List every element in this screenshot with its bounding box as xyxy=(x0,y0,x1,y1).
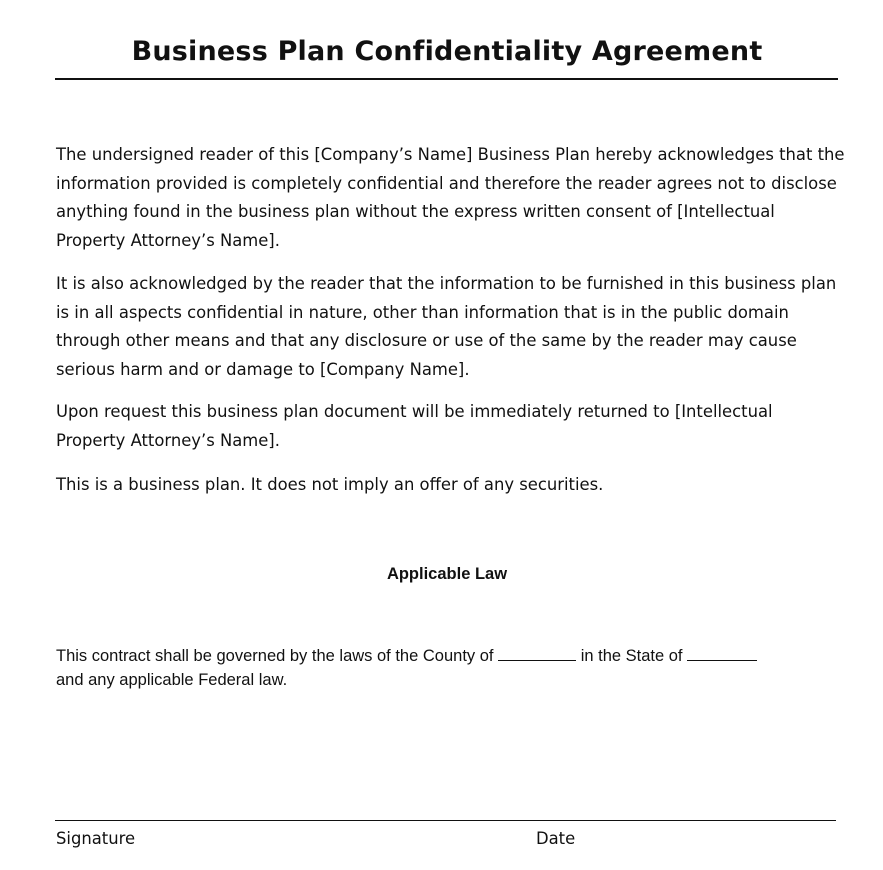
paragraph-return-request: Upon request this business plan document will be immediately returned to [Intellectual Property Attorney’s Name]. xyxy=(56,402,773,450)
paragraph-acknowledgement: It is also acknowledged by the reader that the information to be furnished in this business plan is in all aspects confidential in nature, other than information that is in the public domain through other means and that any disclosure or use of the same by the reader may cause serious harm and or damage to [Company Name]. xyxy=(56,274,837,379)
state-blank-field[interactable] xyxy=(687,646,757,661)
law-text-federal: and any applicable Federal law. xyxy=(56,671,288,689)
applicable-law-clause xyxy=(56,644,836,692)
applicable-law-heading: Applicable Law xyxy=(386,565,508,583)
document-title: Business Plan Confidentiality Agreement xyxy=(131,36,763,67)
signature-line xyxy=(55,820,836,821)
paragraph-confidentiality: The undersigned reader of this [Company’s Name] Business Plan hereby acknowledges that the information provided is completely confidential and therefore the reader agrees not to disclose anything found in the business plan without the express written consent of [Intellectual Property Attorney’s Name]. xyxy=(56,145,845,250)
title-divider xyxy=(55,78,838,80)
law-text-state: in the State of xyxy=(580,647,683,665)
date-label: Date xyxy=(536,829,576,848)
signature-label: Signature xyxy=(56,829,136,848)
law-text-county: This contract shall be governed by the laws of the County of xyxy=(56,647,494,665)
county-blank-field[interactable] xyxy=(498,646,576,661)
paragraph-disclaimer: This is a business plan. It does not imply an offer of any securities. xyxy=(56,475,604,494)
